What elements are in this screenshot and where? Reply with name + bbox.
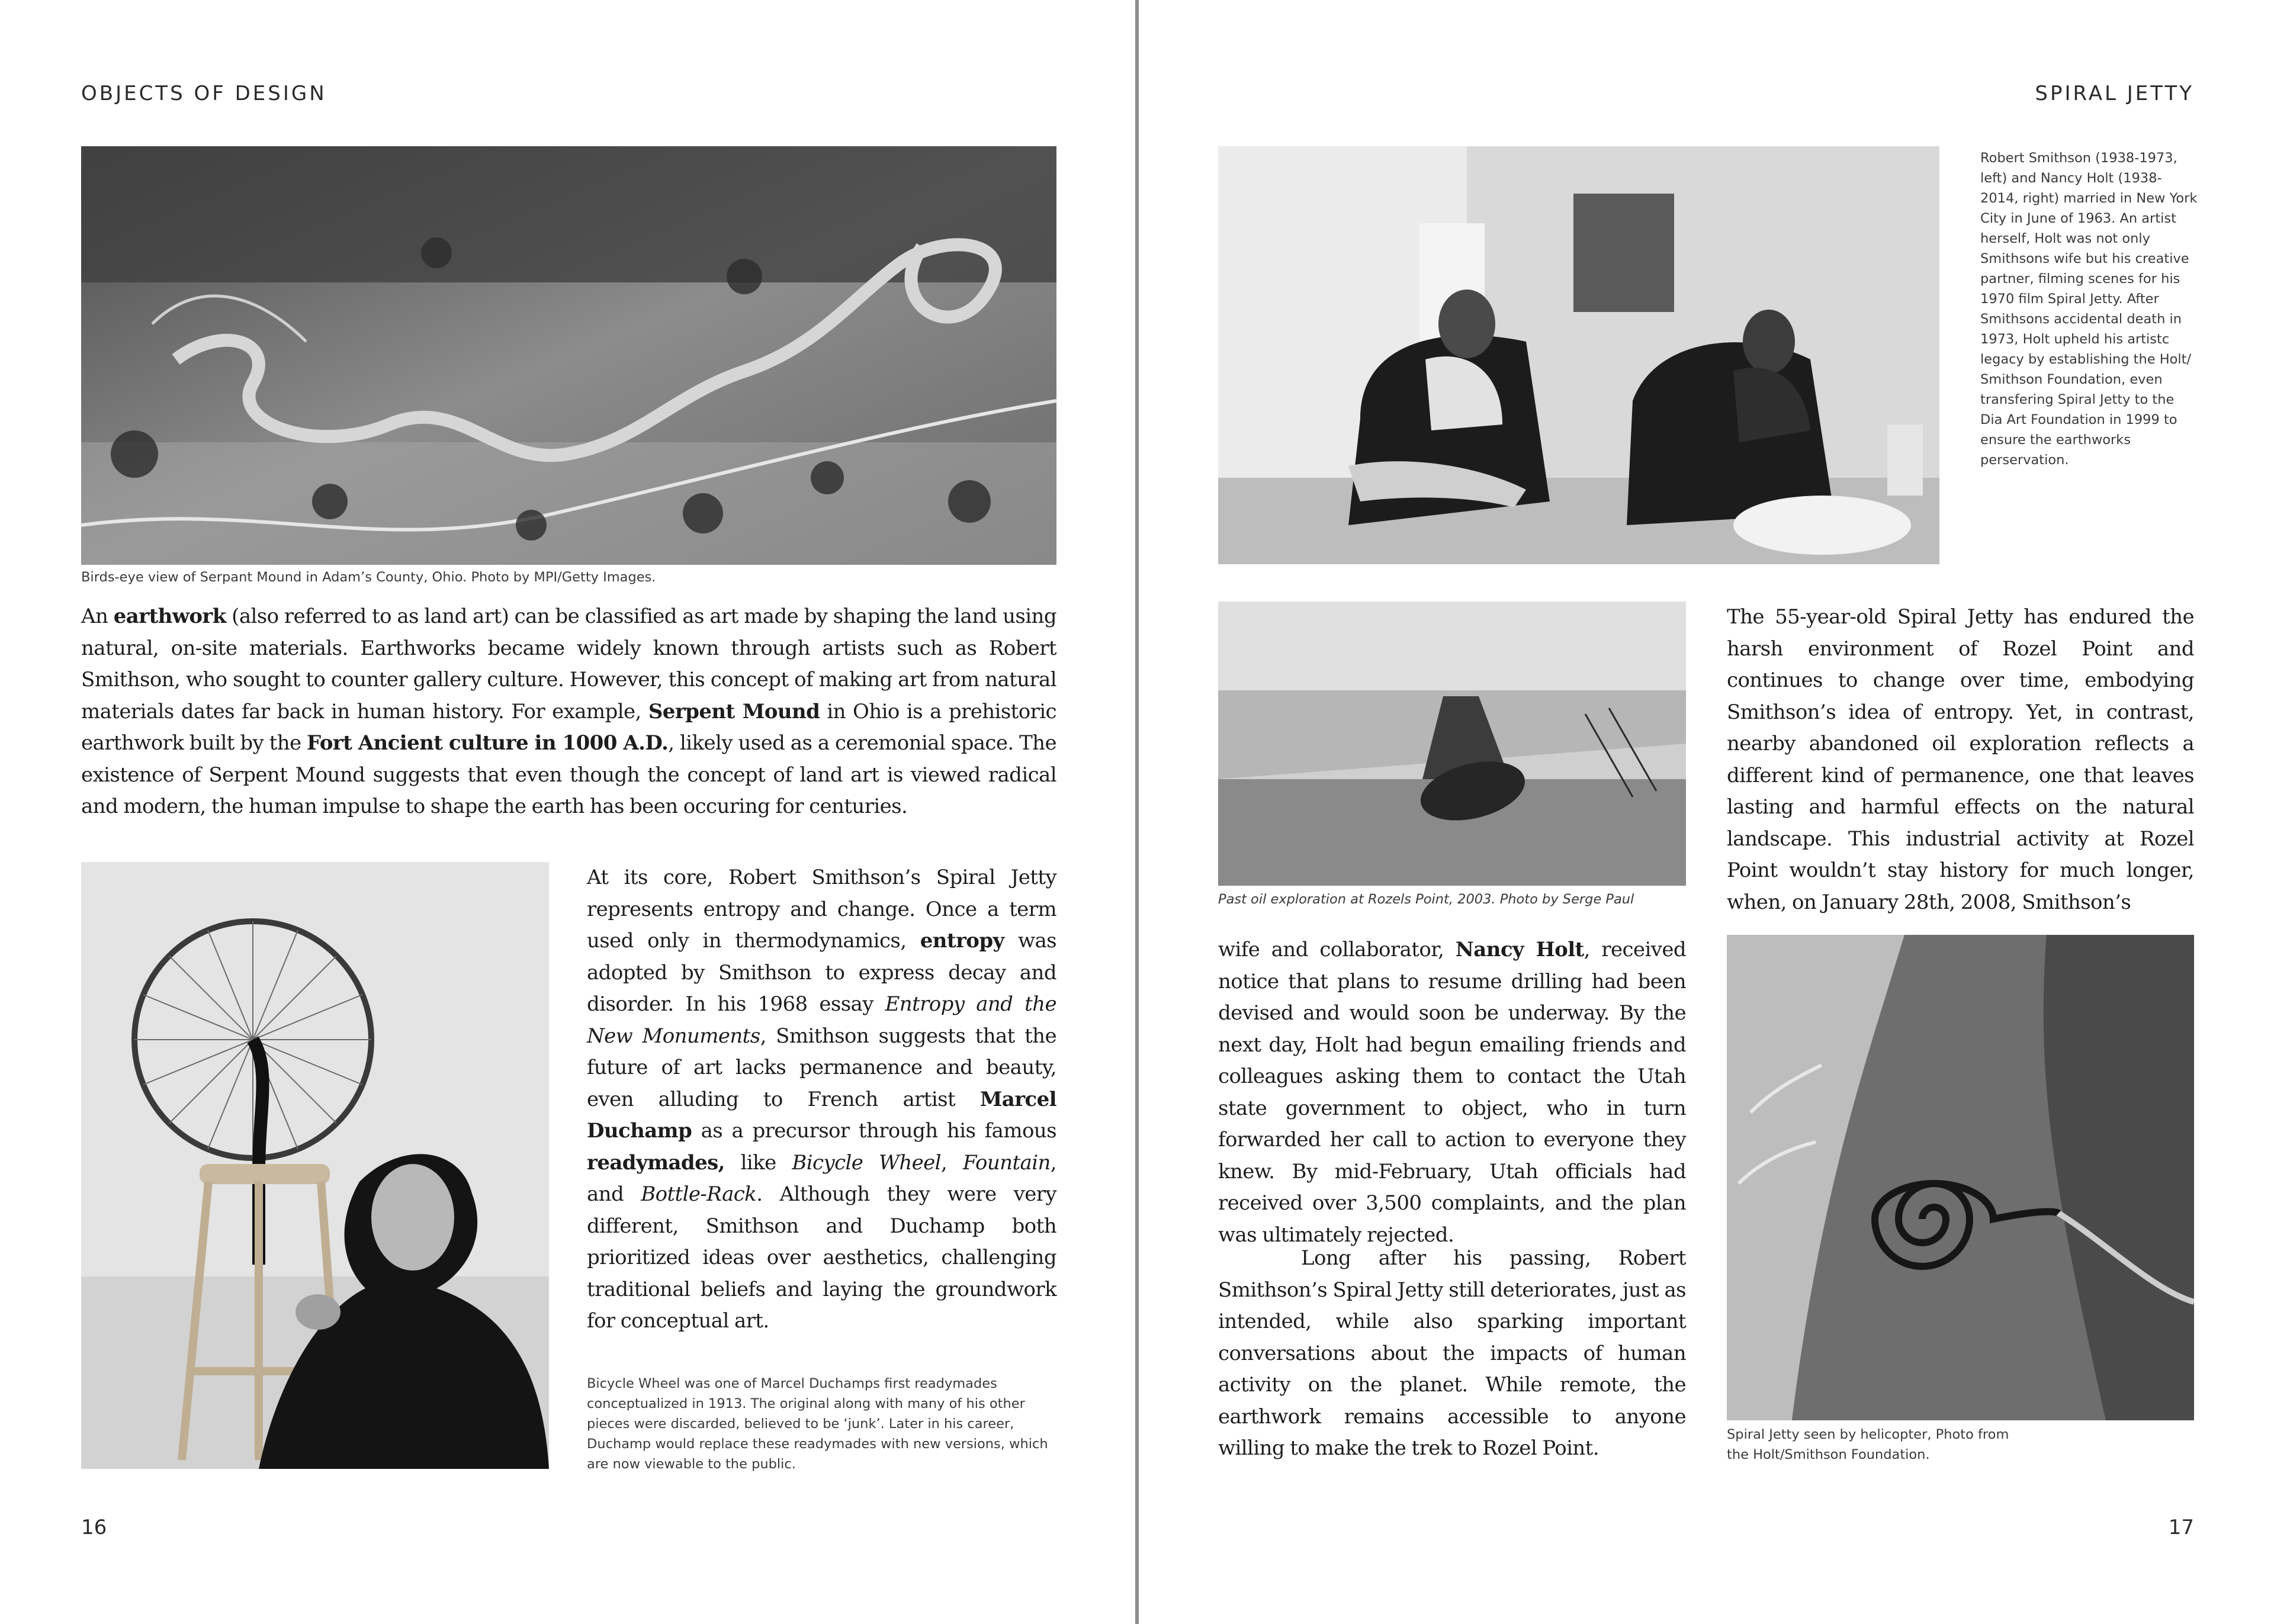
term-nancy-holt: Nancy Holt [1455,938,1584,961]
entropy-text-7: , and [587,1150,1056,1206]
term-serpent-mound: Serpent Mound [648,699,820,723]
smithson-holt-photo [1218,146,1939,564]
intro-text-2: (also referred to as land art) can be classified as art made by shaping the land using natural, on-site materials. Earthworks became widely known through artists such as Robert Smithson, who sought to counter gallery culture. However, this concept of making art from natural materials dates far back in human history. For example, [81,604,1056,723]
entropy-text-5: like [724,1150,792,1175]
work-bottle-rack: Bottle-Rack [641,1182,757,1206]
smithson-holt-caption: Robert Smithson (1938-1973, left) and Nancy Holt (1938-2014, right) married in New York City in June of 1963. An artist herself, Holt was not only Smithsons wife but his creative partner, filming scenes for his 1970 film Spiral Jetty. After Smithsons accidental death in 1973, Holt upheld his artistc legacy by establishing the Holt/ Smithson Foundation, even transfering Spiral Jetty to the Dia Art Foundation in 1999 to ensure the earthworks perservation. [1980,150,2198,468]
term-entropy: entropy [920,929,1004,953]
spiral-jetty-aerial-photo [1727,935,2194,1420]
entropy-paragraph [587,862,1056,1337]
entropy-text-8: . Although they were very different, Smithson and Duchamp both prioritized ideas over aesthetics, challenging traditional beliefs and laying the groundwork for conceptual art. [587,1182,1056,1333]
essay-title: Entropy and the New Monuments [587,992,1056,1048]
term-readymades: readymades, [587,1150,725,1175]
intro-text-3: in Ohio is a prehistoric earthwork built by the [81,699,1056,755]
running-head-left: OBJECTS OF DESIGN [81,82,327,105]
intro-paragraph [81,601,1056,823]
serpent-mound-caption: Birds-eye view of Serpant Mound in Adam’s County, Ohio. Photo by MPI/Getty Images. [81,570,656,585]
duchamp-caption: Bicycle Wheel was one of Marcel Duchamps first readymades conceptualized in 1913. The original along with many of his other pieces were discarded, believed to be ‘junk’. Later in his career, Duchamp would replace these readymades with new versions, which are now viewable to the public. [587,1376,1048,1472]
spiral-jetty-caption-line-1: Spiral Jetty seen by helicopter, Photo from [1727,1427,2009,1442]
spiral-jetty-caption [1727,1424,2194,1465]
spiral-jetty-caption-line-2: the Holt/Smithson Foundation. [1727,1447,1930,1462]
work-fountain: Fountain [962,1150,1051,1175]
page-number-left: 16 [81,1516,107,1539]
serpent-mound-photo [81,146,1056,565]
jetty-paragraph-end [1218,934,1686,1251]
right-page [1139,0,2274,1624]
intro-text-4: , likely used as a ceremonial space. The existence of Serpent Mound suggests that even though the concept of land art is viewed radical and modern, the human impulse to shape the earth has been occuring for centuries. [81,731,1056,818]
duchamp-bicycle-wheel-photo [81,862,549,1469]
jetty-paragraph-start: The 55-year-old Spiral Jetty has endured the harsh environment of Rozel Point and continues to change over time, embodying Smithson’s idea of entropy. Yet, in contrast, nearby abandoned oil exploration reflects a different kind of permanence, one that leaves lasting and harmful effects on the natural landscape. This industrial activity at Rozel Point wouldn’t stay history for much longer, when, on January 28th, 2008, Smithson’s [1727,605,2194,914]
term-earthwork: earthwork [113,604,226,628]
entropy-text-2: was adopted by Smithson to express decay and disorder. In his 1968 essay [587,929,1056,1016]
running-head-right: SPIRAL JETTY [2035,82,2194,105]
intro-text-1: An [81,604,114,628]
entropy-text-3: , Smithson suggests that the future of art lacks permanence and beauty, even alluding to French artist [587,1024,1056,1111]
term-marcel-duchamp: Marcel Duchamp [587,1087,1056,1143]
entropy-text-1: At its core, Robert Smithson’s Spiral Jetty represents entropy and change. Once a term used only in thermodynamics, [587,866,1056,953]
entropy-text-6: , [940,1150,963,1175]
page-number-right: 17 [2168,1516,2194,1539]
term-fort-ancient: Fort Ancient culture in 1000 A.D. [307,731,669,755]
entropy-text-4: as a precursor through his famous [692,1119,1056,1143]
jetty-end-text-1: wife and collaborator, [1218,938,1456,961]
closing-paragraph: Long after his passing, Robert Smithson’s Spiral Jetty still deteriorates, just as intended, while also sparking important conversations about the impacts of human activity on the planet. While remote, the earthwork remains accessible to anyone willing to make the trek to Rozel Point. [1218,1246,1686,1460]
left-page [0,0,1135,1624]
work-bicycle-wheel: Bicycle Wheel [792,1150,941,1175]
oil-exploration-caption: Past oil exploration at Rozels Point, 2003. Photo by Serge Paul [1218,892,1634,907]
oil-exploration-photo [1218,602,1686,886]
jetty-end-text-2: , received notice that plans to resume drilling had been devised and would soon be underway. By the next day, Holt had begun emailing friends and colleagues asking them to contact the Utah state government to object, who in turn forwarded her call to action to everyone they knew. By mid-February, Utah officials had received over 3,500 complaints, and the plan was ultimately rejected. [1218,938,1687,1247]
